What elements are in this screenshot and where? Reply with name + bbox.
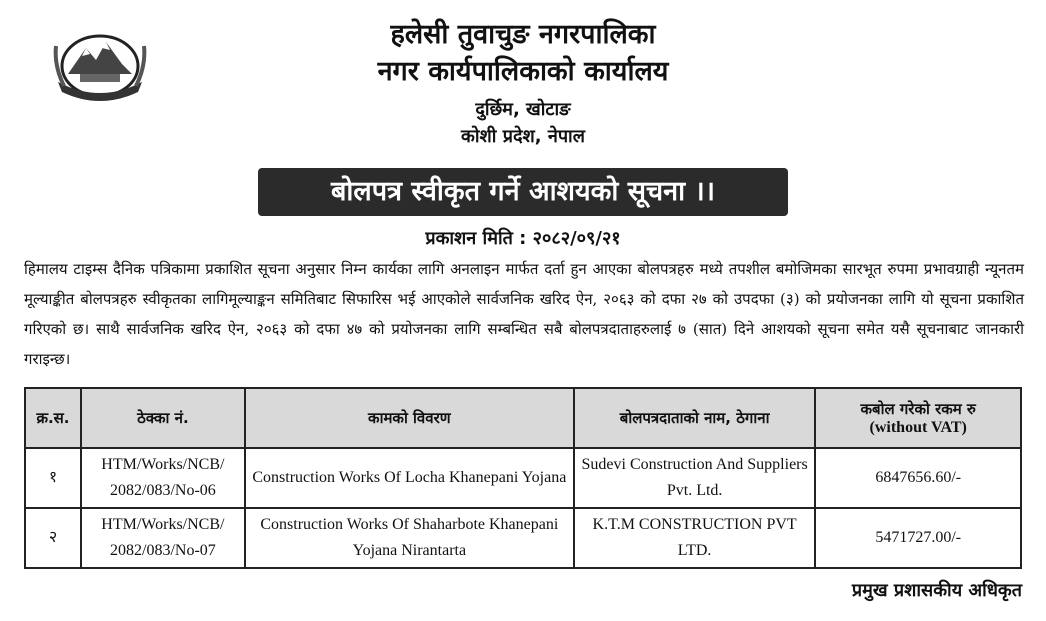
- col-bidder: बोलपत्रदाताको नाम, ठेगाना: [574, 388, 816, 448]
- row-sn: २: [25, 508, 81, 568]
- row-bidder: K.T.M CONSTRUCTION PVT LTD.: [574, 508, 816, 568]
- col-amount-note: (without VAT): [869, 419, 967, 436]
- table-header-row: [25, 388, 1021, 448]
- signatory-title: प्रमुख प्रशासकीय अधिकृत: [851, 580, 1022, 601]
- col-sn: क्र.स.: [25, 388, 81, 448]
- col-amount-label: कबोल गरेको रकम रु: [860, 400, 976, 418]
- office-name: नगर कार्यपालिकाको कार्यालय: [377, 56, 669, 87]
- row-contract: HTM/Works/NCB/ 2082/083/No-06: [81, 448, 245, 508]
- notice-header: [0, 18, 1046, 150]
- table-row: [25, 508, 1021, 568]
- row-sn: १: [25, 448, 81, 508]
- province-country: कोशी प्रदेश, नेपाल: [461, 126, 585, 147]
- municipality-name: हलेसी तुवाचुङ नगरपालिका: [390, 19, 656, 50]
- notice-body: हिमालय टाइम्स दैनिक पत्रिकामा प्रकाशित सूचना अनुसार निम्न कार्यका लागि अनलाइन मार्फत दर्ता हुन आएका बोलपत्रहरु मध्ये तपशील बमोजिमका सारभूत रुपमा प्रभावग्राही न्यूनतम मूल्याङ्कीत बोलपत्रहरु स्वीकृतका लागिमूल्याङ्कन समितिबाट सिफारिस भई आएकोले सार्वजनिक खरिद ऐन, २०६३ को दफा २७ को उपदफा (३) को प्रयोजनका लागि यो सूचना प्रकाशित गरिएको छ। साथै सार्वजनिक खरिद ऐन, २०६३ को दफा ४७ को प्रयोजनका लागि सम्बन्धित सबै बोलपत्रदाताहरुलाई ७ (सात) दिने आशयको सूचना समेत यसै सूचनाबाट जानकारी गराइन्छ।: [24, 260, 1024, 368]
- row-description: Construction Works Of Locha Khanepani Yojana: [245, 448, 574, 508]
- row-amount: 6847656.60/-: [815, 448, 1021, 508]
- notice-title-banner: बोलपत्र स्वीकृत गर्ने आशयको सूचना ।।: [258, 168, 788, 216]
- col-description: कामको विवरण: [245, 388, 574, 448]
- row-amount: 5471727.00/-: [815, 508, 1021, 568]
- bid-table: [24, 387, 1022, 569]
- row-bidder: Sudevi Construction And Suppliers Pvt. Ltd.: [574, 448, 816, 508]
- col-amount: [815, 388, 1021, 448]
- row-contract: HTM/Works/NCB/ 2082/083/No-07: [81, 508, 245, 568]
- publish-date: प्रकाशन मिति : २०८२/०९/२१: [425, 228, 621, 249]
- col-contract: ठेक्का नं.: [81, 388, 245, 448]
- row-description: Construction Works Of Shaharbote Khanepani Yojana Nirantarta: [245, 508, 574, 568]
- office-location: दुर्छिम, खोटाङ: [475, 99, 571, 120]
- table-row: [25, 448, 1021, 508]
